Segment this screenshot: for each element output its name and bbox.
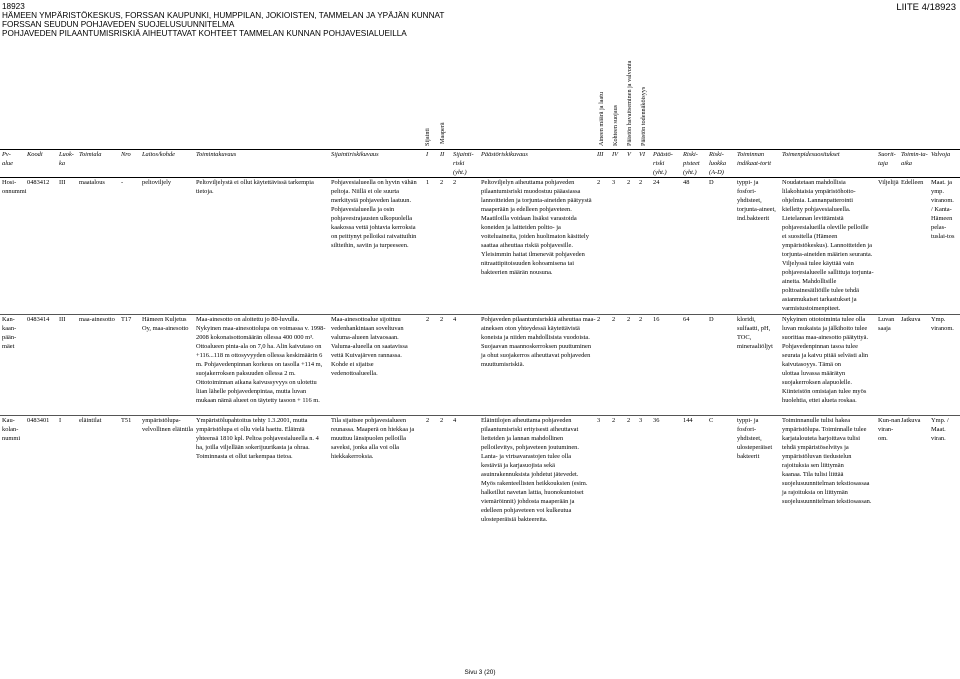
r2-pk-3: koneista ja niiden mahdollisista vuodoista. bbox=[481, 334, 590, 341]
doc-number: 18923 bbox=[2, 2, 25, 11]
r2-tk-1: Maa-ainesotto on aloitettu jo 80-luvulla. bbox=[196, 316, 300, 323]
r1-laitos: peltoviljely bbox=[142, 179, 172, 186]
col-iii: III bbox=[597, 151, 604, 158]
rotated-paaston: Päästön havaitseminen ja valvonta bbox=[626, 60, 633, 146]
r3-toim-7: kaanaa. Tila tulisi liittää bbox=[782, 471, 844, 478]
r3-pk-5: Lanta- ja virtsavarastojen tulee olla bbox=[481, 453, 572, 460]
r2-riskipisteet: 64 bbox=[683, 316, 690, 323]
r2-pk-2: aineksen oton yhteydessä käytettävistä bbox=[481, 325, 580, 332]
col-nro: Nro bbox=[121, 151, 131, 158]
r3-luokka: I bbox=[59, 417, 62, 424]
r2-toim-7: ulottaa luvassa määrätyn bbox=[782, 370, 846, 377]
r3-ind-5: bakteerit bbox=[737, 453, 760, 460]
r3-ind-3: yhdisteet, bbox=[737, 435, 762, 442]
r3-ind-1: typpi- ja bbox=[737, 417, 759, 424]
rotated-todennakoisyys: Päästön todennäköisyys bbox=[640, 86, 647, 146]
r1-paakuv-4: maaperään ja edelleen pohjaveteen. bbox=[481, 206, 572, 213]
r2-toim-2: luvan mukaista ja jälkihoito tulee bbox=[782, 325, 868, 332]
col-riskiluokka-1: Riski- bbox=[709, 151, 724, 158]
r1-i: 1 bbox=[426, 179, 430, 186]
r1-toim-4: kielletty pohjavesialueella. bbox=[782, 206, 851, 213]
r3-toimiala: eläintilat bbox=[79, 417, 102, 424]
r2-ii: 2 bbox=[440, 316, 444, 323]
r1-paakuv-10: nitraattipitoisuuden kohoamisena tai bbox=[481, 260, 574, 267]
r2-toim-10: huolehtia, ettei alueta roskaa. bbox=[782, 397, 857, 404]
r3-pk-8: Myös rakenteellisten heikkouksien (esim. bbox=[481, 480, 588, 487]
r3-ii: 2 bbox=[440, 417, 444, 424]
r1-toimiala: maatalous bbox=[79, 179, 105, 186]
r2-tk-8: Ottotoiminnan aikana kaivussyvyys on ulotettu bbox=[196, 379, 317, 386]
r1-luokka: III bbox=[59, 179, 66, 186]
r2-iii: 2 bbox=[597, 316, 601, 323]
r2-tk-4: Ottoalueen pinta-ala on 7,0 ha. Alin kaivutaso on bbox=[196, 343, 322, 350]
r1-paakuv-3: lannoitteiden ja torjunta-aineiden päätyystä bbox=[481, 197, 592, 204]
r1-toim-3: ohjelmia. Lannanpatterointi bbox=[782, 197, 853, 204]
r1-ind-5: ind.bakteerit bbox=[737, 215, 770, 222]
r1-iv: 3 bbox=[612, 179, 616, 186]
r1-toimintakuvaus-2: tietoja. bbox=[196, 188, 214, 195]
r2-toim-5: seurata ja kaivu pitää selvästi alin bbox=[782, 352, 869, 359]
r2-ind-2: sulfaatti, pH, bbox=[737, 325, 771, 332]
col-luokka-1: Luok- bbox=[59, 151, 74, 158]
r2-toim-4: Pohjavedenpinnan tasoa tulee bbox=[782, 343, 858, 350]
rotated-kohteen: Kohteen suojaus bbox=[612, 104, 619, 146]
r3-nro: T51 bbox=[121, 417, 132, 424]
r1-paakuv-8: saattaa aiheuttaa riskiä pohjavesille. bbox=[481, 242, 573, 249]
r1-valv-7: tuslai-tos bbox=[931, 233, 955, 240]
r2-tk-2: Nykyinen maa-ainesottolupa on voimassa v. 1998- bbox=[196, 325, 326, 332]
r1-pv-2: onnummi bbox=[2, 188, 27, 195]
col-iv: IV bbox=[612, 151, 619, 158]
r2-sk-1: Maa-ainesottoalue sijoittuu bbox=[331, 316, 401, 323]
appendix-label: LIITE 4/18923 bbox=[896, 2, 956, 13]
r3-pv-3: nummi bbox=[2, 435, 21, 442]
r1-paastoriski: 24 bbox=[653, 179, 660, 186]
col-pv-2: alue bbox=[2, 160, 14, 167]
r1-ind-3: yhdisteet, bbox=[737, 197, 762, 204]
r2-pk-1: Pohjaveden pilaantumisriskiä aiheuttaa maa- bbox=[481, 316, 596, 323]
r3-pk-2: pilaantumisriski erityisesti aiheuttavat bbox=[481, 426, 579, 433]
r3-pk-10: viemäröinnit) johdosta maaperään ja bbox=[481, 498, 575, 505]
page-number: Sivu 3 (20) bbox=[464, 669, 496, 676]
r2-toim-9: Kiinteistön omistajan tulee myös bbox=[782, 388, 867, 395]
col-toiminnan-2: indikaat-torit bbox=[737, 160, 772, 167]
col-riskipisteet-3: (yht.) bbox=[683, 169, 697, 176]
r3-pk-3: lietteiden ja lannan mahdollinen bbox=[481, 435, 564, 442]
r1-paakuv-1: Peltoviljelyn aiheuttama pohjaveden bbox=[481, 179, 575, 186]
r2-pk-4: Suojaavan maannoskerroksen puuttuminen bbox=[481, 343, 592, 350]
r3-toim-2: ympäristölupa. Toiminnalle tulee bbox=[782, 426, 867, 433]
r1-iii: 2 bbox=[597, 179, 601, 186]
r1-paakuv-6: koneiden ja laitteiden poltto- ja bbox=[481, 224, 561, 231]
r3-valv-1: Ymp. / bbox=[931, 417, 949, 424]
r2-toim-1: Nykyinen ottotoiminta tulee olla bbox=[782, 316, 866, 323]
r1-paakuv-9: Yleisimmin haitat ilmenevät pohjaveden bbox=[481, 251, 585, 258]
r1-sijkuv-6: kaakossa vettä johtavia kerroksia bbox=[331, 224, 416, 231]
r1-valv-4: / Kanta- bbox=[931, 206, 952, 213]
col-luokka-2: ka bbox=[59, 160, 66, 167]
col-toimenpide: Toimenpidesuositukset bbox=[782, 151, 840, 158]
r3-tk-4: ha, joilla viljellään sokerijuurikasta ja ohraa. bbox=[196, 444, 310, 451]
col-laitos: Laitos/kohde bbox=[142, 151, 176, 158]
r1-ind-2: fosfori- bbox=[737, 188, 757, 195]
r1-ind-1: typpi- ja bbox=[737, 179, 759, 186]
col-toiminnan-1: Toiminnan bbox=[737, 151, 765, 158]
r2-tk-9: liian lähelle pohjavedenpintaa, mutta luvan bbox=[196, 388, 307, 395]
col-pv-1: Pv- bbox=[2, 151, 11, 158]
r2-ind-4: mineraaliöljyt bbox=[737, 343, 773, 350]
r1-riskipisteet: 48 bbox=[683, 179, 690, 186]
r2-laitos-1: Hämeen Kuljetus bbox=[142, 316, 187, 323]
r3-toim-9: ja rajoituksia on liittymän bbox=[782, 489, 848, 496]
col-sijaintiriski-2: riski bbox=[453, 160, 465, 167]
r1-paakuv-11: bakteerien määrän nousuna. bbox=[481, 269, 553, 276]
r3-riskipisteet: 144 bbox=[683, 417, 693, 424]
r1-paakuv-5: Maatiloilla voidaan lisäksi varastoida bbox=[481, 215, 577, 222]
r3-toim-6: rajoituksia sen liittymän bbox=[782, 462, 844, 469]
col-suorittaja-1: Suorit- bbox=[878, 151, 896, 158]
r3-tk-2: ympäristölupa ei ollu vielä haettu. Eläimiä bbox=[196, 426, 305, 433]
r3-tk-1: Ympäristölupahtoitus tehty 1.3.2001, mutta bbox=[196, 417, 308, 424]
col-toimiala: Toimiala bbox=[79, 151, 102, 158]
r3-toim-8: suojelusuunnitelman tekstiosassaa bbox=[782, 480, 870, 487]
r1-sijkuv-4: Pohjavesialueella ja osin bbox=[331, 206, 395, 213]
col-koodi: Koodi bbox=[27, 151, 43, 158]
col-toimintaaika-1: Toimin-ta- bbox=[901, 151, 928, 158]
r2-toimiala: maa-ainesotto bbox=[79, 316, 115, 323]
doc-title-line-2: FORSSAN SEUDUN POHJAVEDEN SUOJELUSUUNNITELMA bbox=[2, 20, 235, 29]
r1-v: 2 bbox=[627, 179, 631, 186]
col-toimintakuvaus: Toimintakuvaus bbox=[196, 151, 237, 158]
r2-sk-7: vedenottoalueella. bbox=[331, 370, 378, 377]
r1-paakuv-2: pilaantumisriski muodostuu pääasiassa bbox=[481, 188, 581, 195]
r1-aika: Edelleen bbox=[901, 179, 924, 186]
r2-pv-1: Kan- bbox=[2, 316, 15, 323]
col-sijaintiriski-3: (yht.) bbox=[453, 169, 467, 176]
r3-tk-3: yhteensä 1810 kpl. Peltoa pohjavesialueella n. 4 bbox=[196, 435, 319, 442]
r1-riskiluokka: D bbox=[709, 179, 714, 186]
r2-sk-3: valuma-alueen latvaosaan. bbox=[331, 334, 399, 341]
r3-pk-6: kestäviä ja karjasuojista sekä bbox=[481, 462, 555, 469]
rotated-aineen: Aineen määrä ja laatu bbox=[598, 91, 605, 146]
doc-title-line-1: HÄMEEN YMPÄRISTÖKESKUS, FORSSAN KAUPUNKI, HUMPPILAN, JOKIOISTEN, TAMMELAN JA YPÄJÄN KUNNAT bbox=[2, 11, 445, 20]
r2-sk-6: Kohde ei sijaitse bbox=[331, 361, 374, 368]
r2-v: 2 bbox=[627, 316, 631, 323]
r3-pk-7: asuinrakennuksista johdetut jätevedet. bbox=[481, 471, 579, 478]
r2-ind-3: TOC, bbox=[737, 334, 752, 341]
r2-suor-2: saaja bbox=[878, 325, 891, 332]
r3-sk-2: reunassa. Maaperä on hiekkaa ja bbox=[331, 426, 415, 433]
col-suorittaja-2: taja bbox=[878, 160, 888, 167]
r3-i: 2 bbox=[426, 417, 430, 424]
r2-tk-5: +116...118 m ottosyvyyden ollessa keskimäärin 6 bbox=[196, 352, 323, 359]
r2-koodi: 0483414 bbox=[27, 316, 50, 323]
r3-suor-2: viran- bbox=[878, 426, 894, 433]
r2-i: 2 bbox=[426, 316, 430, 323]
col-paastoriski-3: (yht.) bbox=[653, 169, 667, 176]
col-i: I bbox=[426, 151, 429, 158]
r1-valv-3: viranom. bbox=[931, 197, 954, 204]
r1-valv-5: Hämeen bbox=[931, 215, 953, 222]
r3-pv-1: Kau- bbox=[2, 417, 15, 424]
r3-suor-1: Kun-nan bbox=[878, 417, 901, 424]
r1-valv-6: pelas- bbox=[931, 224, 947, 231]
col-valvoja: Valvoja bbox=[931, 151, 951, 158]
col-ii: II bbox=[440, 151, 445, 158]
r3-vi: 3 bbox=[639, 417, 643, 424]
r1-toim-14: asianmukaiset tarkastukset ja bbox=[782, 296, 857, 303]
r2-valv-2: viranom. bbox=[931, 325, 954, 332]
r3-toim-3: karjatalouteta harjoittava tulisi bbox=[782, 435, 861, 442]
r1-nro: - bbox=[121, 179, 124, 186]
col-paastoriskikuvaus: Päästöriskikuvaus bbox=[481, 151, 528, 158]
r3-pk-9: halkeillut navetan lattia, huonokuntoiset bbox=[481, 489, 584, 496]
r3-sk-5: hiekkakerroksia. bbox=[331, 453, 374, 460]
r3-paastoriski: 36 bbox=[653, 417, 660, 424]
r3-suor-3: om. bbox=[878, 435, 888, 442]
r2-riskiluokka: D bbox=[709, 316, 714, 323]
col-riskiluokka-3: (A-D) bbox=[709, 169, 724, 176]
r3-ind-4: ulosteperäiset bbox=[737, 444, 773, 451]
r2-iv: 2 bbox=[612, 316, 616, 323]
r3-laitos-2: velvollinen eläintila bbox=[142, 426, 193, 433]
r3-koodi: 0483401 bbox=[27, 417, 50, 424]
r1-toim-10: Viljelyssä tulee käyttää vain bbox=[782, 260, 854, 267]
r3-toim-4: tehdä ympäristöselvitys ja bbox=[782, 444, 849, 451]
r1-toim-8: ympäristökeskus). Lannoitteiden ja bbox=[782, 242, 872, 249]
col-riskiluokka-2: luokka bbox=[709, 160, 727, 167]
col-sijaintiriski-1: Sijainti- bbox=[453, 151, 474, 158]
r3-v: 2 bbox=[627, 417, 631, 424]
r1-toim-13: polttoainesäiliöille tulee tehdä bbox=[782, 287, 860, 294]
r1-toim-7: ei suositella (Hämeen bbox=[782, 233, 838, 240]
rotated-sijainti: Sijainti bbox=[424, 128, 431, 146]
r2-nro: T17 bbox=[121, 316, 132, 323]
r2-pv-3: pään- bbox=[2, 334, 17, 341]
r2-pv-4: mäet bbox=[2, 343, 15, 350]
r2-paastoriski: 16 bbox=[653, 316, 660, 323]
r3-pv-2: kolan- bbox=[2, 426, 19, 433]
r1-paakuv-7: voiteluaineita, joiden huolimaton käsittely bbox=[481, 233, 589, 240]
r2-luokka: III bbox=[59, 316, 66, 323]
r2-toim-3: suorittaa maa-ainesotto päätyttyä. bbox=[782, 334, 869, 341]
r3-riskiluokka: C bbox=[709, 417, 714, 424]
doc-title-line-3: POHJAVEDEN PILAANTUMISRISKIÄ AIHEUTTAVAT KOHTEET TAMMELAN KUNNAN POHJAVESIALUEILLA bbox=[2, 29, 407, 38]
col-paastoriski-1: Päästö- bbox=[653, 151, 673, 158]
col-sijaintiriskikuvaus: Sijaintiriskikuvaus bbox=[331, 151, 379, 158]
r2-suor-1: Luvan bbox=[878, 316, 895, 323]
r2-valv-1: Ymp. bbox=[931, 316, 946, 323]
r1-sijkuv-8: siltteihin, saviin ja turpeeseen. bbox=[331, 242, 409, 249]
r1-koodi: 0483412 bbox=[27, 179, 50, 186]
r2-toim-8: suojakerroksen alapuolelle. bbox=[782, 379, 852, 386]
r2-pk-5: ja ohut suojakerros aiheuttavat pohjaveden bbox=[481, 352, 591, 359]
r1-toim-11: pohjavesialueelle sallittuja torjunta- bbox=[782, 269, 874, 276]
r3-pk-11: edelleen pohjaveteen voi kulkeutua bbox=[481, 507, 572, 514]
r2-toim-6: kaivutasoyys. Tämä on bbox=[782, 361, 841, 368]
r3-aika: Jatkuva bbox=[901, 417, 921, 424]
r3-laitos-1: ympäristölupa- bbox=[142, 417, 181, 424]
r1-toim-9: torjunta-aineiden määrien seuranta. bbox=[782, 251, 873, 258]
r2-sk-5: vettä Kuivajärven rannassa. bbox=[331, 352, 402, 359]
r2-ind-1: kloridi, bbox=[737, 316, 756, 323]
r1-ind-4: torjunta-aineet, bbox=[737, 206, 776, 213]
r1-sijkuv-7: on peittynyt pelloiksi raivattuihin bbox=[331, 233, 417, 240]
r3-pk-12: ulosteperäisiä bakteereita. bbox=[481, 516, 548, 523]
r3-toim-1: Toiminnanulle tulisi hakea bbox=[782, 417, 851, 424]
r3-toim-5: ympäristöluvan tiedustelun bbox=[782, 453, 852, 460]
r1-ii: 2 bbox=[440, 179, 444, 186]
r3-valv-3: viran. bbox=[931, 435, 946, 442]
r1-sijaintiriski: 2 bbox=[453, 179, 457, 186]
r2-pk-6: muuttumisriskiä. bbox=[481, 361, 525, 368]
r2-sk-4: Valuma-alueella on saatavissa bbox=[331, 343, 408, 350]
r1-toim-1: Noudatetaan mahdollisia bbox=[782, 179, 846, 186]
r2-aika: Jatkuva bbox=[901, 316, 921, 323]
col-toimintaaika-2: aika bbox=[901, 160, 913, 167]
col-paastoriski-2: riski bbox=[653, 160, 665, 167]
r2-laitos-2: Oy, maa-ainesotto bbox=[142, 325, 189, 332]
r1-vi: 2 bbox=[639, 179, 643, 186]
r3-sk-1: Tila sijaitsee pohjavesialueen bbox=[331, 417, 407, 424]
r3-pk-1: Eläintilojen aiheuttama pohjaveden bbox=[481, 417, 572, 424]
r2-tk-7: suojakerroksen paksuuden ollessa 2 m. bbox=[196, 370, 296, 377]
r3-iii: 3 bbox=[597, 417, 601, 424]
r2-tk-6: m. Pohjavedenpinnan korkeus on tasolla +114 m, bbox=[196, 361, 323, 368]
r3-tk-5: Toiminnasta ei ollut tarkempaa tietoa. bbox=[196, 453, 293, 460]
r1-valv-2: ymp. bbox=[931, 188, 944, 195]
r1-pv-1: Hosi- bbox=[2, 179, 17, 186]
r1-toim-2: lilakohtaisia ympäristöhoito- bbox=[782, 188, 856, 195]
r3-sk-3: muuttuu länsipuolen pelloilla bbox=[331, 435, 406, 442]
col-vi: VI bbox=[639, 151, 646, 158]
r2-tk-10: mukaan nämä alueet on täytetty tasoon + 116 m. bbox=[196, 397, 320, 404]
r2-pv-2: kaan- bbox=[2, 325, 17, 332]
rotated-maapera: Maaperä bbox=[439, 122, 446, 144]
r3-ind-2: fosfori- bbox=[737, 426, 757, 433]
col-v: V bbox=[627, 151, 631, 158]
r1-toim-6: pohjavesialueilla oleville pelloille bbox=[782, 224, 869, 231]
r1-sijkuv-2: peltoja. Niillä ei ole suurta bbox=[331, 188, 399, 195]
r1-toim-12: aineita. Mahdollisille bbox=[782, 278, 837, 285]
r1-sijkuv-3: merkitystä pohjaveden laatuun. bbox=[331, 197, 412, 204]
r3-sijaintiriski: 4 bbox=[453, 417, 457, 424]
r3-pk-4: pelloilevitys, pohjaveteen joutuminen. bbox=[481, 444, 579, 451]
r3-sk-4: saveksi, jonka alla voi olla bbox=[331, 444, 399, 451]
r1-toim-5: Lietelannan levittämistä bbox=[782, 215, 844, 222]
r1-valv-1: Maat. ja bbox=[931, 179, 952, 186]
r1-toimintakuvaus-1: Peltoviljelystä ei ollut käytettävissä tarkempia bbox=[196, 179, 314, 186]
col-riskipisteet-1: Riski- bbox=[683, 151, 698, 158]
r3-toim-10: suojelusuunnitelman tekstiosassan. bbox=[782, 498, 872, 505]
r1-toim-15: varmistustoimenpiteet. bbox=[782, 305, 841, 312]
r1-sijkuv-1: Pohjavesialueella on hyvin vähän bbox=[331, 179, 417, 186]
r1-sijkuv-5: pohjavesirajausten ulkopuolella bbox=[331, 215, 413, 222]
r1-suorittaja: Viljelijä bbox=[878, 179, 899, 186]
r2-tk-3: 2008 kokonaisottomäärän ollessa 400 000 m³. bbox=[196, 334, 314, 341]
r2-sk-2: vedenhankintaan soveltuvan bbox=[331, 325, 404, 332]
r2-vi: 2 bbox=[639, 316, 643, 323]
r2-sijaintiriski: 4 bbox=[453, 316, 457, 323]
col-riskipisteet-2: pisteet bbox=[683, 160, 700, 167]
r3-iv: 2 bbox=[612, 417, 616, 424]
r3-valv-2: Maat. bbox=[931, 426, 946, 433]
